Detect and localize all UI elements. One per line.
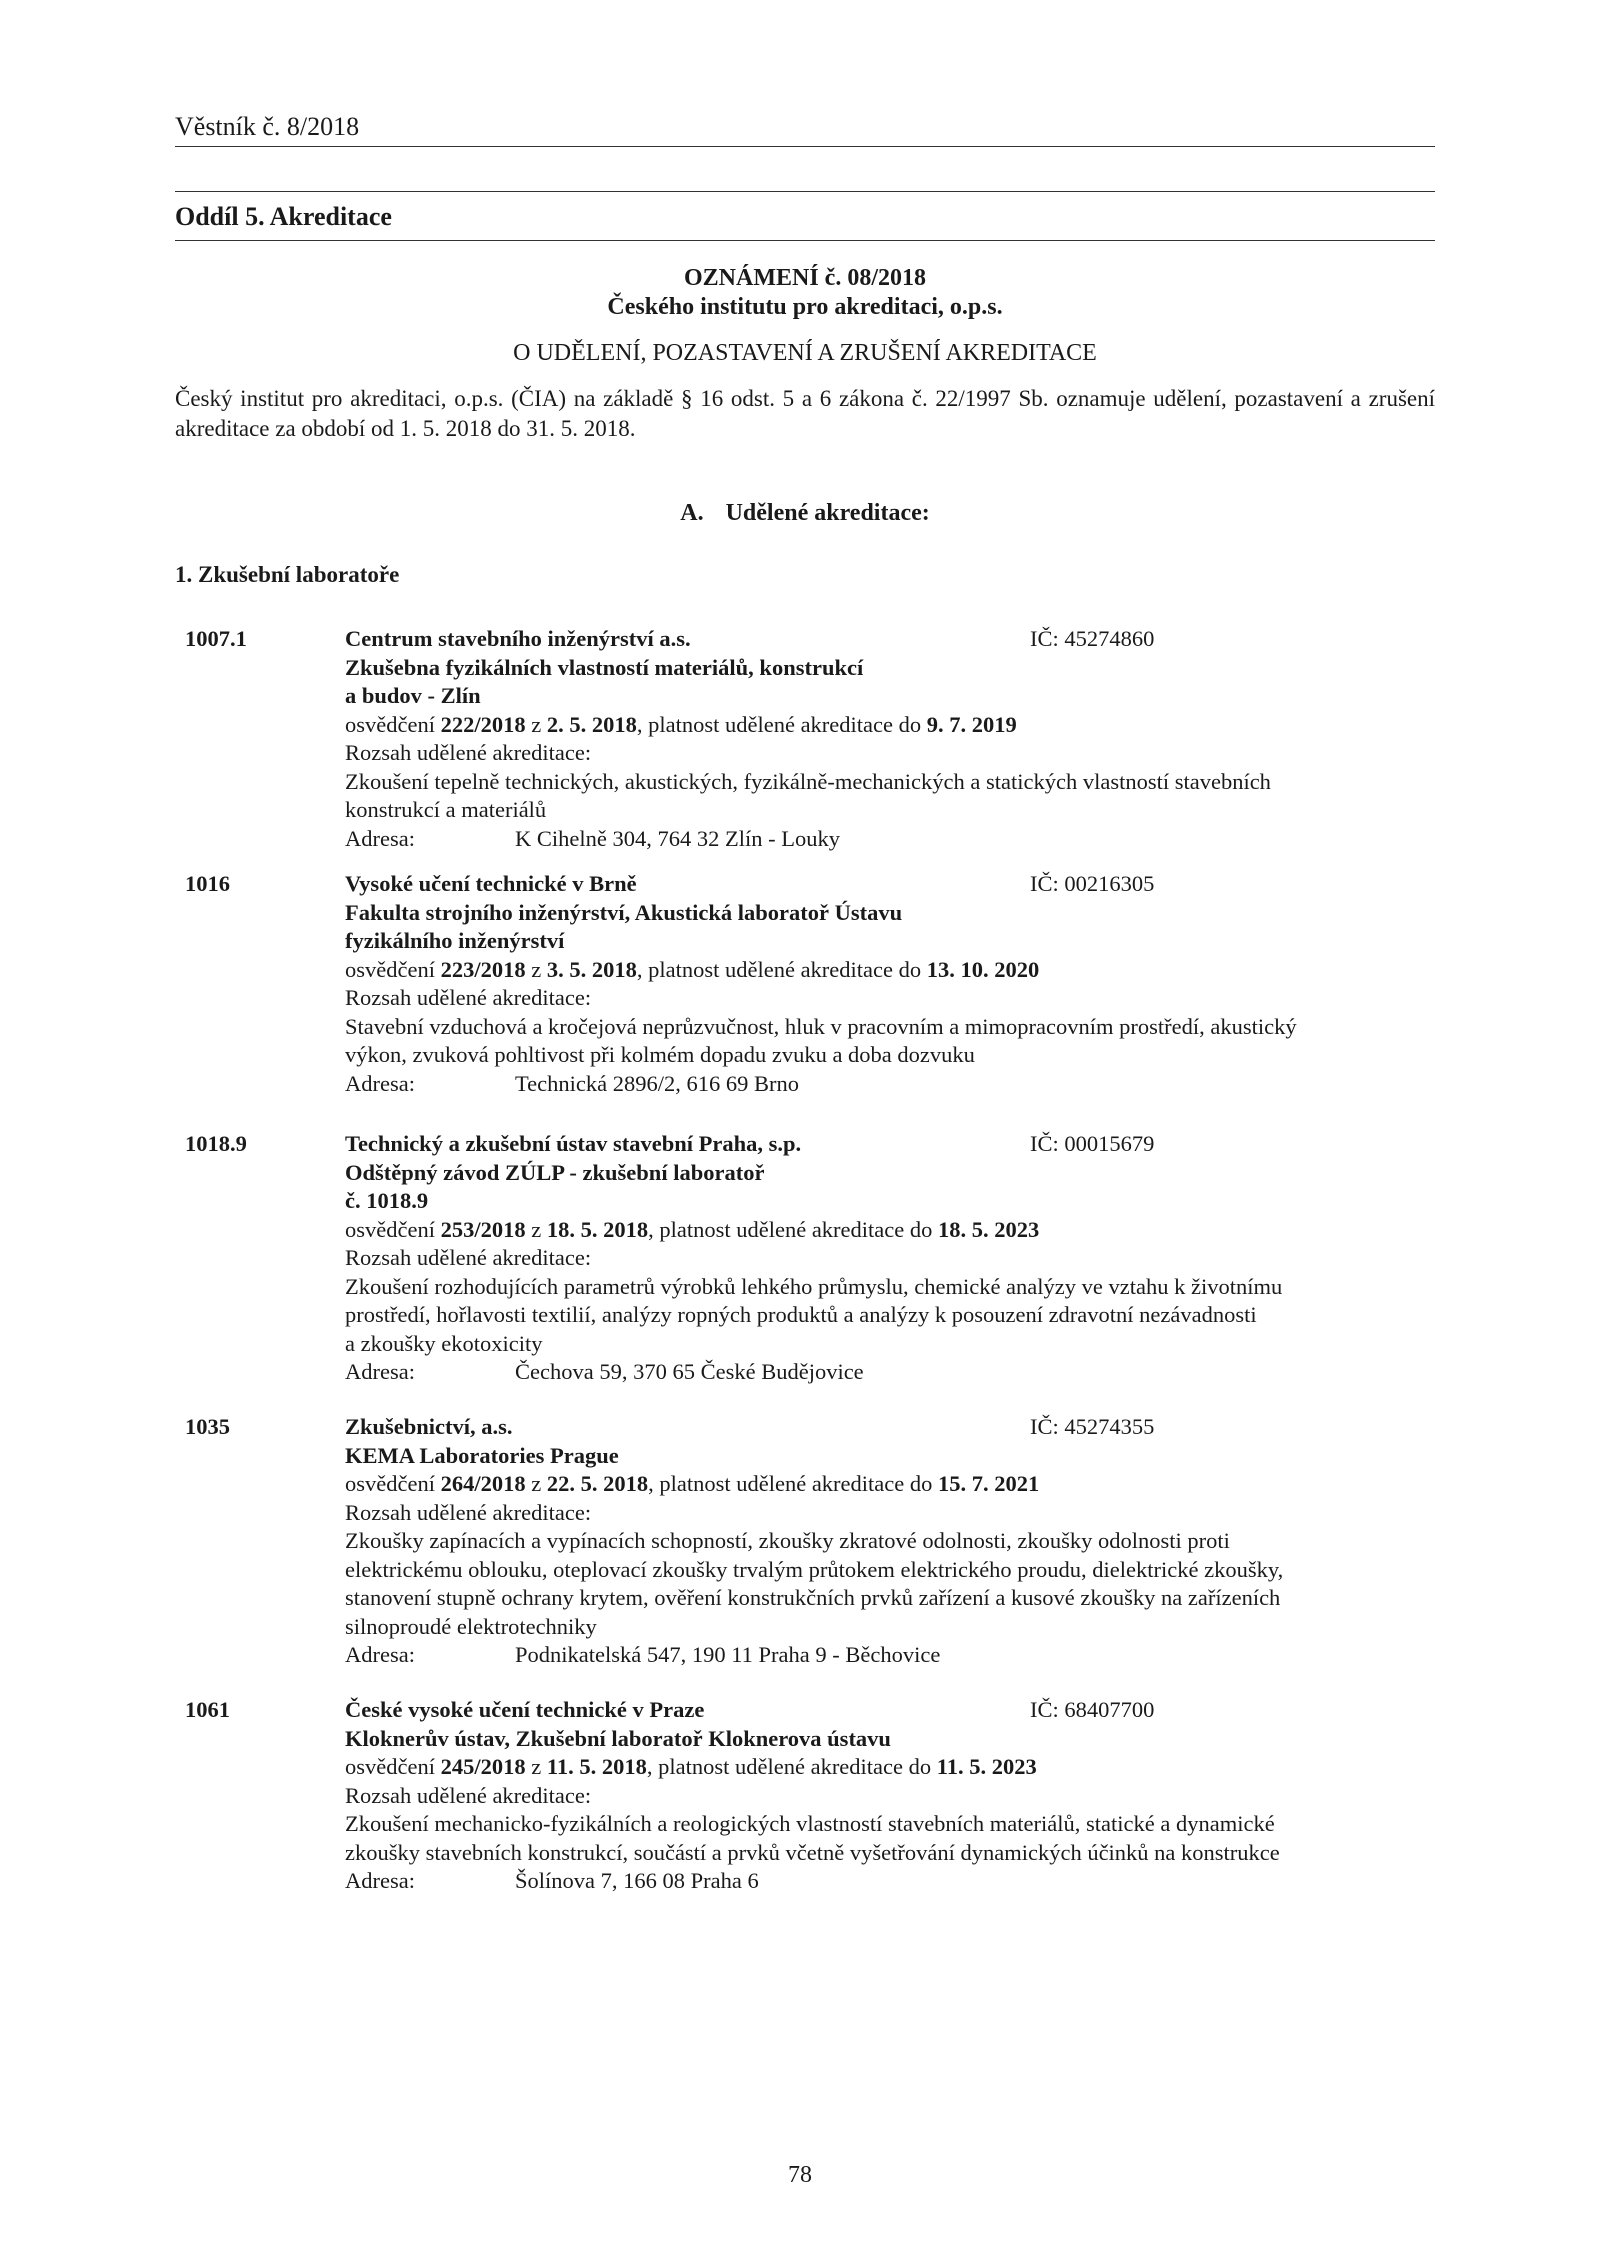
cert-valid-until: 11. 5. 2023 <box>936 1754 1037 1779</box>
scope-label: Rozsah udělené akreditace: <box>345 1245 592 1270</box>
page-number: 78 <box>788 2162 812 2188</box>
cert-from: z <box>525 956 547 982</box>
entry-number: 1016 <box>185 871 230 896</box>
address-value: K Cihelně 304, 764 32 Zlín - Louky <box>515 825 840 851</box>
entry-certificate <box>345 1470 1435 1499</box>
notice-title: OZNÁMENÍ č. 08/2018 <box>684 265 926 291</box>
entry-body <box>345 870 1435 1098</box>
intro-paragraph: Český institut pro akreditaci, o.p.s. (ČIA) na základě § 16 odst. 5 a 6 zákona č. 22/1997 Sb. oznamuje udělení, pozastavení a zrušení akreditace za období od 1. 5. 2018 do 31. 5. 2018. <box>175 386 1435 441</box>
scope-text: Zkoušení mechanicko-fyzikálních a reologických vlastností stavebních materiálů, statické a dynamické <box>345 1811 1275 1836</box>
entry-certificate <box>345 1216 1435 1245</box>
cert-valid-until: 9. 7. 2019 <box>926 711 1017 737</box>
cert-prefix: osvědčení <box>345 1216 441 1242</box>
cert-from: z <box>525 711 547 737</box>
address-value: Technická 2896/2, 616 69 Brno <box>515 1070 799 1096</box>
address-label: Adresa: <box>345 1868 415 1893</box>
cert-valid-until: 13. 10. 2020 <box>926 956 1040 982</box>
entry-certificate <box>345 711 1435 740</box>
entry-number: 1007.1 <box>185 626 247 651</box>
entry-unit: Zkušebna fyzikálních vlastností materiálů, konstrukcí <box>345 654 864 680</box>
entry-address <box>345 1867 1435 1896</box>
cert-valid-until: 18. 5. 2023 <box>938 1216 1040 1242</box>
scope-text: elektrickému oblouku, oteplovací zkoušky trvalým průtokem elektrického proudu, dielektrické zkoušky, <box>345 1556 1284 1582</box>
address-label: Adresa: <box>345 1070 415 1096</box>
scope-text: konstrukcí a materiálů <box>345 797 547 822</box>
entry-unit: KEMA Laboratories Prague <box>345 1442 619 1468</box>
cert-prefix: osvědčení <box>345 1754 441 1779</box>
entry-organization: Zkušebnictví, a.s. <box>345 1414 513 1439</box>
running-head: Věstník č. 8/2018 <box>175 112 360 141</box>
entry-number: 1018.9 <box>185 1131 247 1156</box>
entry-certificate <box>345 1753 1435 1782</box>
scope-text: prostředí, hořlavosti textilií, analýzy ropných produktů a analýzy k posouzení zdravotní nezávadnosti <box>345 1302 1257 1327</box>
cert-number: 264/2018 <box>440 1471 526 1496</box>
address-value: Čechova 59, 370 65 České Budějovice <box>515 1359 864 1384</box>
entry-unit: a budov - Zlín <box>345 683 481 708</box>
header-rule <box>175 146 1435 147</box>
cert-validity-label: , platnost udělené akreditace do <box>636 956 927 982</box>
cert-valid-until: 15. 7. 2021 <box>938 1471 1040 1496</box>
address-value: Šolínova 7, 166 08 Praha 6 <box>515 1868 759 1893</box>
notice-issuer: Českého institutu pro akreditaci, o.p.s. <box>607 294 1003 320</box>
cert-date: 3. 5. 2018 <box>546 956 637 982</box>
entry-unit: č. 1018.9 <box>345 1188 429 1213</box>
entry-ico: IČ: 00216305 <box>1030 871 1155 896</box>
cert-number: 245/2018 <box>440 1754 526 1779</box>
entry-body <box>345 1413 1435 1670</box>
scope-text: stanovení stupně ochrany krytem, ověření konstrukčních prvků zařízení a kusové zkoušky na zařízeních <box>345 1585 1281 1610</box>
cert-from: z <box>525 1216 547 1242</box>
entry-unit: Fakulta strojního inženýrství, Akustická laboratoř Ústavu <box>345 899 903 925</box>
scope-label: Rozsah udělené akreditace: <box>345 985 592 1010</box>
entry-address <box>345 1358 1435 1387</box>
cert-prefix: osvědčení <box>345 1471 441 1496</box>
scope-text: silnoproudé elektrotechniky <box>345 1613 597 1639</box>
entry-organization: Centrum stavebního inženýrství a.s. <box>345 626 691 651</box>
cert-date: 2. 5. 2018 <box>546 711 637 737</box>
section-a-number: A. <box>680 500 704 526</box>
scope-text: Zkoušky zapínacích a vypínacích schopností, zkoušky zkratové odolnosti, zkoušky odolnosti proti <box>345 1528 1230 1553</box>
address-label: Adresa: <box>345 825 415 851</box>
entry-organization: České vysoké učení technické v Praze <box>345 1697 705 1722</box>
scope-text: Stavební vzduchová a kročejová neprůzvučnost, hluk v pracovním a mimopracovním prostředí, akustický <box>345 1013 1297 1039</box>
cert-prefix: osvědčení <box>345 711 441 737</box>
cert-validity-label: , platnost udělené akreditace do <box>636 711 927 737</box>
entry-number: 1035 <box>185 1414 230 1439</box>
cert-prefix: osvědčení <box>345 956 441 982</box>
cert-number: 253/2018 <box>440 1216 526 1242</box>
scope-text: zkoušky stavebních konstrukcí, součástí a prvků včetně vyšetřování dynamických účinků na konstrukce <box>345 1839 1280 1865</box>
scope-text: výkon, zvuková pohltivost při kolmém dopadu zvuku a doba dozvuku <box>345 1042 975 1067</box>
address-label: Adresa: <box>345 1359 415 1384</box>
entry-body <box>345 625 1435 853</box>
entry-number: 1061 <box>185 1697 230 1722</box>
entry-unit: fyzikálního inženýrství <box>345 928 565 953</box>
section-rule-bottom <box>175 240 1435 241</box>
entry-body <box>345 1696 1435 1896</box>
section-a-heading <box>175 500 1435 527</box>
cert-validity-label: , platnost udělené akreditace do <box>646 1754 937 1779</box>
scope-label: Rozsah udělené akreditace: <box>345 1499 592 1525</box>
cert-date: 18. 5. 2018 <box>546 1216 649 1242</box>
entry-organization: Vysoké učení technické v Brně <box>345 871 637 896</box>
scope-label: Rozsah udělené akreditace: <box>345 740 592 765</box>
section-title: Oddíl 5. Akreditace <box>175 202 392 231</box>
cert-number: 223/2018 <box>440 956 526 982</box>
entry-unit: Kloknerův ústav, Zkušební laboratoř Kloknerova ústavu <box>345 1725 891 1751</box>
section-rule-top <box>175 191 1435 192</box>
entry-address <box>345 1070 1435 1099</box>
entry-organization: Technický a zkušební ústav stavební Praha, s.p. <box>345 1131 802 1156</box>
address-label: Adresa: <box>345 1642 415 1667</box>
cert-date: 11. 5. 2018 <box>546 1754 647 1779</box>
cert-from: z <box>525 1471 547 1496</box>
cert-date: 22. 5. 2018 <box>546 1471 649 1496</box>
cert-validity-label: , platnost udělené akreditace do <box>648 1471 938 1496</box>
cert-from: z <box>525 1754 547 1779</box>
section-a-label: Udělené akreditace: <box>725 500 930 526</box>
scope-text: Zkoušení rozhodujících parametrů výrobků lehkého průmyslu, chemické analýzy ve vztahu k životnímu <box>345 1273 1283 1299</box>
notice-subject: O UDĚLENÍ, POZASTAVENÍ A ZRUŠENÍ AKREDITACE <box>513 340 1097 366</box>
entry-unit: Odštěpný závod ZÚLP - zkušební laboratoř <box>345 1159 765 1185</box>
entry-ico: IČ: 45274355 <box>1030 1414 1155 1439</box>
entry-body <box>345 1130 1435 1387</box>
scope-text: a zkoušky ekotoxicity <box>345 1330 543 1356</box>
entry-ico: IČ: 45274860 <box>1030 626 1155 651</box>
scope-label: Rozsah udělené akreditace: <box>345 1782 592 1808</box>
entry-certificate <box>345 956 1435 985</box>
address-value: Podnikatelská 547, 190 11 Praha 9 - Běchovice <box>515 1642 941 1667</box>
entry-address <box>345 1641 1435 1670</box>
entry-address <box>345 825 1435 854</box>
scope-text: Zkoušení tepelně technických, akustických, fyzikálně-mechanických a statických vlastností stavebních <box>345 768 1271 794</box>
cert-validity-label: , platnost udělené akreditace do <box>648 1216 938 1242</box>
entry-ico: IČ: 00015679 <box>1030 1131 1155 1156</box>
entry-ico: IČ: 68407700 <box>1030 1697 1155 1722</box>
subsection-heading: 1. Zkušební laboratoře <box>175 562 400 587</box>
cert-number: 222/2018 <box>440 711 526 737</box>
